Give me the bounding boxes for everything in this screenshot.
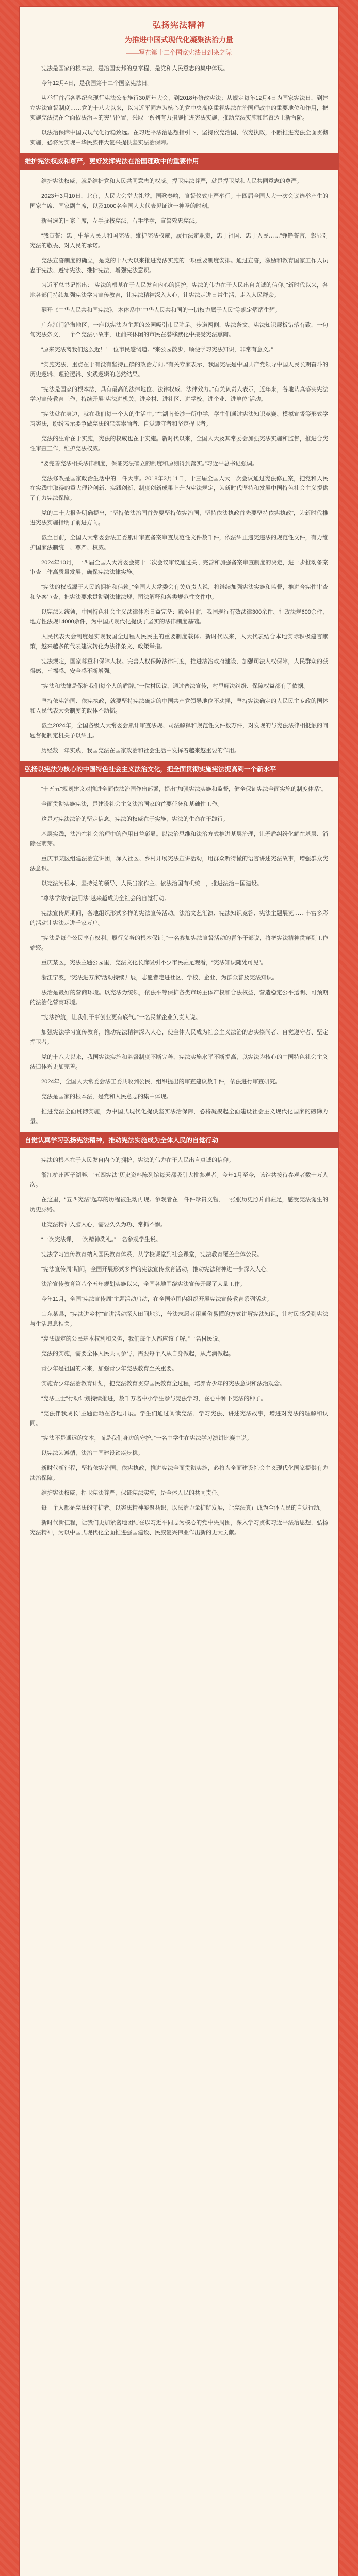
section-heading: 自觉认真学习弘扬宪法精神，推动宪法实施成为全体人民的自觉行动 (20, 1132, 338, 1148)
body-paragraph: 今年11月，全国“宪法宣传周”主题活动启动，在全国范围内组织开展宪法宣传教育系列活动。 (41, 1296, 272, 1302)
body-paragraph: 党的二十大报告明确提出，“坚持依法治国首先要坚持依宪治国，坚持依法执政首先要坚持依宪执政”，为新时代推进宪法实施指明了前进方向。 (30, 510, 328, 526)
body-paragraph: 人民代表大会制度是实现我国全过程人民民主的重要制度载体。新时代以来，人大代表结合本地实际积极建言献策，越来越多的代表建议转化为法律条文、政策举措。 (30, 634, 328, 650)
article-title: 弘扬宪法精神 (152, 21, 205, 30)
article-byline: ——写在第十二个国家宪法日到来之际 (126, 49, 232, 56)
body-paragraph: 法治是最好的营商环境。以宪法为统领，依法平等保护各类市场主体产权和合法权益，营造稳定公平透明、可预期的法治化营商环境。 (30, 990, 328, 1006)
body-paragraph: “宪法不是遥远的文本，而是我们身边的守护。”一名中学生在宪法学习演讲比赛中说。 (41, 1435, 252, 1442)
body-paragraph: 让宪法精神入脑入心，需要久久为功、常抓不懈。 (41, 1222, 166, 1228)
body-paragraph: “宪法和法律是保护我们每个人的盾牌。”一位村民说，通过普法宣传，村里解决纠纷、保障权益都有了依据。 (41, 683, 309, 689)
body-paragraph: “宪法伴我成长”主题活动在各地开展。学生们通过阅读宪法、学习宪法、讲述宪法故事，增进对宪法的理解和认同。 (30, 1411, 328, 1427)
body-paragraph: 每一个人都是宪法的守护者。以宪法精神凝聚共识，以法治力量护航发展，让宪法真正成为全体人民的自觉行动。 (41, 1505, 325, 1511)
body-paragraph: “原来宪法离我们这么近！”一位市民感慨道。“来公园散步，顺便学习宪法知识，非常有意义。” (41, 347, 273, 353)
body-paragraph: 2024年10月，十四届全国人大常委会第十二次会议审议通过关于完善和加强备案审查制度的决定，进一步推动备案审查工作高质量发展，确保宪法法律实施。 (30, 560, 328, 575)
body-paragraph: 加强宪法学习宣传教育，推动宪法精神深入人心，使全体人民成为社会主义法治的忠实崇尚者、自觉遵守者、坚定捍卫者。 (30, 1029, 328, 1045)
body-paragraph: “要完善宪法相关法律制度，保证宪法确立的制度和原则得到落实。”习近平总书记强调。 (41, 461, 258, 467)
body-paragraph: 坚持依宪治国、依宪执政，就要坚持宪法确定的中国共产党领导地位不动摇，坚持宪法确定的人民民主专政的国体和人民代表大会制度的政体不动摇。 (30, 698, 328, 714)
body-paragraph: 基层实践，法治在社会治理中的作用日益彰显。以法治思维和法治方式推进基层治理，让矛盾纠纷化解在基层、消除在萌芽。 (30, 831, 328, 847)
article-paper (19, 6, 339, 2576)
body-paragraph: “我宣誓：忠于中华人民共和国宪法，维护宪法权威，履行法定职责，忠于祖国、忠于人民……”铮铮誓言，彰显对宪法的敬畏、对人民的承诺。 (30, 233, 328, 249)
article-subtitle: 为推进中国式现代化凝聚法治力量 (125, 36, 233, 44)
body-paragraph: 翻开《中华人民共和国宪法》，本体系中“中华人民共和国的一切权力属于人民”等规定熠熠生辉。 (41, 307, 281, 313)
body-paragraph: 法治宣传教育第八个五年规划实施以来，全国各地围绕宪法宣传开展了大量工作。 (41, 1281, 246, 1287)
article-content (20, 61, 338, 1538)
body-paragraph: 这是对宪法法治的坚定信念。宪法的权威在于实施，宪法的生命在于践行。 (41, 816, 229, 822)
body-paragraph: “宪法就在身边，就在我们每一个人的生活中。”在湖南长沙一所中学，学生们通过宪法知识竞赛、模拟宣誓等形式学习宪法，纷纷表示要争做宪法的忠实崇尚者、自觉遵守者和坚定捍卫者。 (30, 411, 328, 427)
body-paragraph: 宪法宣传周期间，各地组织形式多样的宪法宣传活动。法治文艺汇演、宪法知识竞答、宪法主题展览……丰富多彩的活动让宪法走进千家万户。 (30, 910, 328, 926)
intro-paragraph: 以法治保障中国式现代化行稳致远。在习近平法治思想指引下，坚持依宪治国、依宪执政，不断推进宪法全面贯彻实施，必将为实现中华民族伟大复兴提供坚实法治保障。 (30, 130, 328, 146)
body-paragraph: 宪法的根基在于人民发自内心的拥护，宪法的伟力在于人民出自真诚的信仰。 (41, 1157, 234, 1163)
body-paragraph: 在这里，“五四宪法”起草的历程被生动再现。参观者在一件件珍贵文物、一张张历史照片前驻足，感受宪法诞生的历史脉络。 (30, 1197, 328, 1213)
body-paragraph: 新时代新征程，坚持依宪治国、依宪执政，推进宪法全面贯彻实施，必将为全面建设社会主义现代化国家提供有力法治保障。 (30, 1465, 328, 1481)
body-paragraph: 以宪法为根本，坚持党的领导、人民当家作主、依法治国有机统一，推进法治中国建设。 (41, 880, 263, 887)
intro-paragraph: 从举行首都各界纪念现行宪法公布施行30周年大会，到2018年修改宪法；从规定每年12月4日为国家宪法日，到建立宪法宣誓制度……党的十八大以来，以习近平同志为核心的党中央高度重视宪法在治国理政中的重要地位和作用，把实施宪法摆在全面依法治国的突出位置，采取一系列有力措施推进宪法实施，推动宪法实施和监督迈上新台阶。 (30, 95, 328, 121)
body-paragraph: 维护宪法权威，就是维护党和人民共同意志的权威。捍卫宪法尊严，就是捍卫党和人民共同意志的尊严。 (41, 178, 302, 184)
body-paragraph: 2024年，全国人大常委会法工委共收到公民、组织提出的审查建议数千件，依法进行审查研究。 (41, 1079, 281, 1085)
article-header (20, 7, 338, 61)
body-paragraph: 2023年3月10日，北京，人民大会堂大礼堂。国歌奏响，宣誓仪式庄严举行。十四届全国人大一次会议选举产生的国家主席、国家副主席，以及1000名全国人大代表见证这一神圣的时刻。 (30, 193, 328, 209)
body-paragraph: 党的十八大以来，我国宪法实施和监督制度不断完善，宪法实施水平不断提高，以宪法为核心的中国特色社会主义法律体系更加完善。 (30, 1054, 328, 1070)
body-paragraph: 浙江宁波，“宪法进万家”活动持续开展，志愿者走进社区、学校、企业，为群众普及宪法知识。 (41, 975, 278, 981)
body-paragraph: 浙江杭州西子湖畔，“五四宪法”历史资料陈列馆每天都吸引大批参观者。今年1月至今，该馆共接待参观者数十万人次。 (30, 1172, 328, 1188)
body-paragraph: 山东某县，“宪法进乡村”宣讲活动深入田间地头，普法志愿者用通俗易懂的方式讲解宪法知识，让村民感受到宪法与生活息息相关。 (30, 1311, 328, 1327)
body-paragraph: 青少年是祖国的未来，加强青少年宪法教育至关重要。 (41, 1366, 177, 1372)
body-paragraph: 推进宪法全面贯彻实施，为中国式现代化提供坚实法治保障，必将凝聚起全面建设社会主义现代化国家的磅礴力量。 (30, 1109, 328, 1125)
body-paragraph: “十五五”规划建议对推进全面依法治国作出部署，提出“加强宪法实施和监督，健全保证宪法全面实施的制度体系”。 (41, 786, 327, 792)
body-paragraph: 截至2024年，全国各级人大常委会累计审查法规、司法解释和规范性文件数万件，对发现的与宪法法律相抵触的问题督促制定机关予以纠正。 (30, 723, 328, 739)
section-heading: 弘扬以宪法为核心的中国特色社会主义法治文化，把全面贯彻实施宪法提高到一个新水平 (20, 761, 338, 777)
body-paragraph: 以宪法为统领，中国特色社会主义法律体系日益完备：截至目前，我国现行有效法律300余件、行政法规600余件、地方性法规14000余件，为中国式现代化提供了坚实的法律制度基础。 (30, 609, 328, 625)
body-paragraph: 习近平总书记指出：“宪法的根基在于人民发自内心的拥护，宪法的伟力在于人民出自真诚的信仰。”新时代以来，各地各部门持续加强宪法学习宣传教育，让宪法精神深入人心，让宪法走进日常生活、走入人民群众。 (30, 282, 328, 298)
body-paragraph: 新当选的国家主席，左手抚按宪法，右手举拳，宣誓效忠宪法。 (41, 218, 200, 224)
body-paragraph: 实施青少年法治教育计划，把宪法教育贯穿国民教育全过程，培养青少年的宪法意识和法治观念。 (41, 1381, 285, 1387)
body-paragraph: 重庆市某区组建法治宣讲团，深入社区、乡村开展宪法宣讲活动，用群众听得懂的语言讲述宪法故事，增强群众宪法意识。 (30, 856, 328, 872)
body-paragraph: 以宪法为遵循，法治中国建设蹄疾步稳。 (41, 1450, 143, 1456)
body-paragraph: 截至目前，全国人大常委会法工委累计审查备案审查规范性文件数千件，依法纠正违宪违法的规范性文件，有力维护国家法制统一、尊严、权威。 (30, 535, 328, 551)
body-paragraph: 宪法是国家的根本法，是党和人民意志的集中体现。 (41, 1094, 172, 1100)
body-paragraph: 宪法的生命在于实施，宪法的权威也在于实施。新时代以来，全国人大及其常委会加强宪法实施和监督，推进合宪性审查工作，维护宪法权威。 (30, 436, 328, 452)
body-paragraph: 宪法修改是国家政治生活中的一件大事。2018年3月11日，十三届全国人大一次会议通过宪法修正案，把党和人民在实践中取得的重大理论创新、实践创新、制度创新成果上升为宪法规定，为新时代坚持和发展中国特色社会主义提供了有力宪法保障。 (30, 476, 328, 501)
body-paragraph: “一次宪法课，一次精神洗礼。”一名参观学生说。 (41, 1236, 161, 1243)
body-paragraph: 维护宪法权威，捍卫宪法尊严，保证宪法实施，是全体人民的共同责任。 (41, 1490, 223, 1496)
body-paragraph: “宪法的权威源于人民的拥护和信赖。”全国人大常委会有关负责人说，将继续加强宪法实施和监督，推进合宪性审查和备案审查，把宪法要求贯彻到法律法规、司法解释和各类规范性文件中。 (30, 584, 328, 600)
body-paragraph: “宪法卫士”行动计划持续推进，数千万名中小学生参与宪法学习，在心中种下宪法的种子。 (41, 1396, 267, 1402)
body-paragraph: “宪法规定的公民基本权利和义务，我们每个人都应该了解。”一名村民说。 (41, 1336, 224, 1342)
intro-paragraph: 今年12月4日，是我国第十二个国家宪法日。 (41, 80, 153, 87)
body-paragraph: “宪法是每个公民享有权利、履行义务的根本保证。”一名参加宪法宣誓活动的青年干部说，将把宪法精神贯穿到工作始终。 (30, 935, 328, 951)
body-paragraph: 新时代新征程，让我们更加紧密地团结在以习近平同志为核心的党中央周围，深入学习贯彻习近平法治思想，弘扬宪法精神，为以中国式现代化全面推进强国建设、民族复兴伟业作出新的更大贡献。 (30, 1520, 328, 1536)
body-paragraph: 全面贯彻实施宪法，是建设社会主义法治国家的首要任务和基础性工作。 (41, 801, 223, 807)
body-paragraph: 历经数十年实践，我国宪法在国家政治和社会生活中发挥着越来越重要的作用。 (41, 748, 240, 754)
body-paragraph: 宪法宣誓制度的确立，是党的十八大以来推进宪法实施的一项重要制度安排。通过宣誓，激励和教育国家工作人员忠于宪法、遵守宪法、维护宪法，增强宪法意识。 (30, 258, 328, 274)
section-heading: 维护宪法权威和尊严，更好发挥宪法在治国理政中的重要作用 (20, 153, 338, 170)
body-paragraph: 广东江门沿海地区，一座以宪法为主题的公园吸引市民驻足。步道两侧，宪法条文、宪法知识展板错落有致，一句句宪法条文，一个个宪法小故事，让前来休闲的市民在潜移默化中接受宪法熏陶。 (30, 322, 328, 338)
body-paragraph: 宪法的实施，需要全体人民共同参与，需要每个人从自身做起，从点滴做起。 (41, 1351, 234, 1357)
body-paragraph: 宪法学习宣传教育纳入国民教育体系，从学校课堂到社会课堂，宪法教育覆盖全体公民。 (41, 1251, 263, 1258)
body-paragraph: “宪法是国家的根本法，具有最高的法律地位、法律权威、法律效力。”有关负责人表示，近年来，各地认真落实宪法学习宣传教育工作，持续开展“宪法进机关、进乡村、进社区、进学校、进企业、进单位”活动。 (30, 386, 328, 402)
body-paragraph: 重庆某区，宪法主题公园里，宪法文化长廊吸引不少市民驻足观看，“宪法知识随处可见”。 (41, 960, 267, 966)
intro-paragraph: 宪法是国家的根本法，是治国安邦的总章程，是党和人民意志的集中体现。 (41, 65, 229, 72)
body-paragraph: “宪法宣传周”期间，全国开展形式多样的宪法宣传教育活动，推动宪法精神进一步深入人心。 (41, 1266, 272, 1273)
body-paragraph: “实施宪法，重点在于有没有坚持正确的政治方向。”有关专家表示，我国宪法是中国共产党领导中国人民长期奋斗的历史逻辑、理论逻辑、实践逻辑的必然结果。 (30, 362, 328, 378)
body-paragraph: 宪法规定，国家尊重和保障人权。完善人权保障法律制度，推进法治政府建设，加强司法人权保障，人民群众的获得感、幸福感、安全感不断增强。 (30, 658, 328, 674)
body-paragraph: “尊法学法守法用法”越来越成为全社会的自觉行动。 (41, 895, 170, 902)
body-paragraph: “宪法护航，让我们干事创业更有底气。”一名民营企业负责人说。 (41, 1014, 201, 1021)
